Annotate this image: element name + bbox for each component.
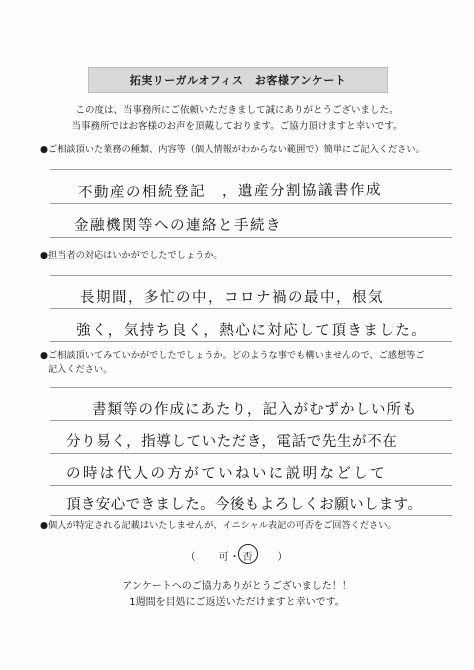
- question-2: ●担当者の対応はいかがでしたでしょうか。: [40, 250, 223, 261]
- selected-circle-mark: [238, 544, 258, 564]
- choice-no-label: 否: [242, 552, 254, 563]
- survey-title: [88, 67, 388, 93]
- question-1: ●ご相談頂いた業務の種類、内容等（個人情報がわからない範囲で）簡単にご記入ください。: [40, 144, 425, 155]
- choice-yes[interactable]: 可: [218, 552, 230, 563]
- choice-separator: ・: [229, 552, 241, 563]
- handwritten-answer-3-line-1: 書類等の作成にあたり，記入がむずかしい所も: [92, 402, 418, 418]
- question-3-line-2: 記入ください。: [48, 364, 113, 375]
- handwritten-answer-3-line-4: 頂き安心できました。今後もよろしくお願いします。: [66, 497, 423, 513]
- answer-line: [50, 515, 452, 516]
- handwritten-answer-1-line-1: 不動産の相続登記 ，遺産分割協議書作成: [77, 182, 383, 201]
- question-3-line-1: ●ご相談頂いてみていかがでしたでしょうか。どのような事でも構いませんので、ご感想等ご: [40, 350, 425, 361]
- answer-line: [50, 341, 452, 342]
- intro-line-1: この度は、当事務所にご依頼いただきまして誠にありがとうございました。: [75, 105, 399, 116]
- answer-line: [50, 237, 452, 238]
- survey-title-text: 拓実リーガルオフィス お客様アンケート: [129, 74, 347, 87]
- question-4: ●個人が特定される記載はいたしませんが、イニシャル表記の可否をご回答ください。: [40, 520, 397, 531]
- initials-choice: （ 可・ 否 ）: [0, 548, 474, 563]
- answer-line: [50, 203, 452, 204]
- thanks-line-2: 1週間を目処にご返送いただけますと幸いです。: [129, 597, 345, 608]
- intro-line-2: 当事務所ではお客様のお声を頂戴しております。ご協力頂けますと幸いです。: [71, 121, 403, 132]
- handwritten-answer-1-line-2: 金融機関等への連絡と手続き: [74, 218, 282, 234]
- answer-line: [50, 420, 452, 421]
- thanks-line-1: アンケートへのご協力ありがとうございました！！: [122, 581, 352, 592]
- choice-no[interactable]: [241, 548, 256, 563]
- answer-line: [50, 387, 452, 388]
- handwritten-answer-3-line-3: の時は代人の方がていねいに説明などして: [66, 466, 388, 482]
- answer-line: [50, 275, 452, 276]
- answer-line: [50, 485, 452, 486]
- handwritten-answer-2-line-2: 強く，気持ち良く，熱心に対応して頂きました。: [76, 323, 428, 339]
- answer-line: [50, 308, 452, 309]
- answer-line: [50, 169, 452, 170]
- handwritten-answer-3-line-2: 分り易く，指導していただき，電話で先生が不在: [66, 434, 398, 450]
- answer-line: [50, 453, 452, 454]
- handwritten-answer-2-line-1: 長期間，多忙の中，コロナ禍の最中，根気: [80, 290, 384, 306]
